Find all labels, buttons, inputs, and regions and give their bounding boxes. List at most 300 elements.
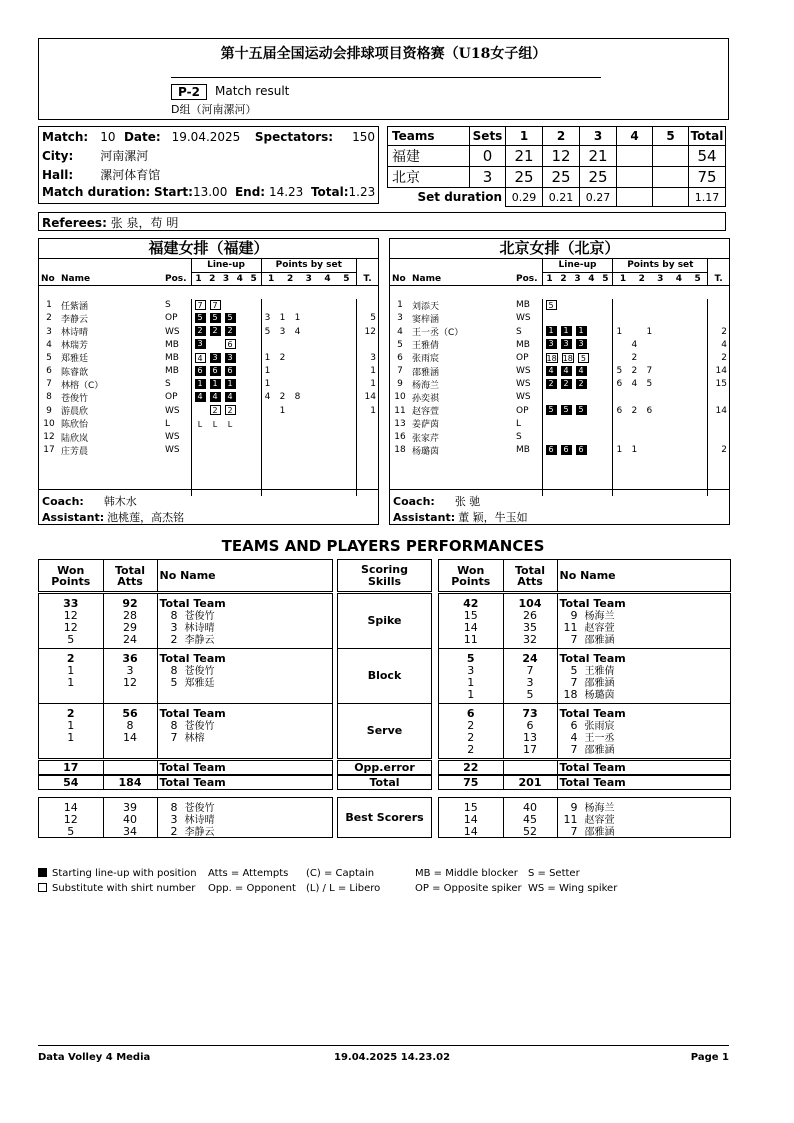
lineup-cell: 4 (561, 366, 572, 376)
player-column (557, 798, 730, 838)
player-name: 王一丞（C） (412, 328, 464, 339)
team-a-sets: 0 (470, 146, 506, 167)
lineup-cell: 4 (195, 353, 206, 363)
lineup-cell (225, 445, 236, 455)
set2-duration: 0.21 (543, 188, 580, 207)
performance-player-name: 苍俊竹 (184, 611, 215, 622)
set4-header: 4 (617, 127, 653, 146)
assistant-names: 池桃莲，高杰铭 (107, 511, 185, 524)
won-points: 1 (467, 676, 475, 689)
skill-name: Best Scorers (345, 811, 424, 824)
column-header: 1 (191, 272, 205, 285)
won-points-column (439, 798, 503, 838)
assistant-names: 董 颖，牛玉如 (458, 511, 528, 524)
roster-body (390, 285, 729, 496)
player-number: 5 (46, 352, 52, 363)
lineup-cell: L (227, 419, 233, 429)
team-b-block-box (438, 648, 731, 704)
player-points (613, 378, 708, 391)
won-points: 17 (39, 761, 103, 774)
skill-name: Block (367, 669, 402, 682)
player-total: 2 (721, 326, 727, 337)
won-points: 12 (63, 813, 78, 826)
won-points-header: Won Points (39, 560, 103, 591)
performance-player-name: 林榕 (184, 733, 205, 744)
lineup-cell (546, 432, 557, 442)
won-points-column (439, 594, 503, 648)
coach-row (42, 493, 137, 509)
performance-player (160, 732, 331, 744)
performance-player (560, 677, 729, 689)
lineup-cell: 2 (576, 379, 587, 389)
player-name: 游晨欣 (61, 407, 89, 418)
set-points: 5 (616, 366, 623, 377)
coach-divider (39, 489, 378, 490)
player-total (708, 417, 729, 430)
team-a-block-box (38, 648, 333, 704)
player-number: 8 (46, 392, 52, 403)
won-points: 2 (66, 652, 75, 665)
total-atts-column (103, 704, 157, 758)
total-atts: 184 (103, 776, 157, 789)
player-number: 16 (394, 432, 406, 443)
lineup-cell: 4 (210, 392, 221, 402)
player-lineup (542, 299, 613, 312)
coach-label: Coach: (393, 495, 435, 508)
player-position: OP (163, 391, 191, 404)
total-atts (503, 761, 557, 774)
match-info-panel (38, 126, 379, 204)
hall-label: Hall: (42, 167, 74, 182)
footer-timestamp: 19.04.2025 14.23.02 (334, 1052, 451, 1063)
player-row (39, 404, 378, 417)
team-b-set1: 25 (506, 167, 543, 188)
player-lineup (542, 312, 613, 325)
player-lineup (191, 430, 261, 443)
referees-row (38, 212, 726, 231)
set3-duration: 0.27 (580, 188, 617, 207)
performance-player (560, 598, 729, 610)
column-header: Name (59, 272, 163, 285)
lineup-cell (210, 339, 221, 349)
shirt-number: 2 (170, 825, 178, 838)
performance-player (560, 653, 729, 665)
teams-header: Teams (388, 127, 470, 146)
player-name: 赵容萱 (412, 407, 440, 418)
set-points: 4 (631, 339, 638, 350)
team-b-best-scorers (438, 797, 731, 838)
player-name: 郑雅廷 (61, 354, 89, 365)
total-atts: 39 (123, 801, 137, 814)
lineup-cell: 6 (225, 339, 236, 349)
total-atts: 7 (526, 664, 534, 677)
player-total: 2 (721, 352, 727, 363)
lineup-cell: 5 (225, 313, 236, 323)
player-number: 10 (43, 418, 55, 429)
lineup-cell: 7 (210, 300, 221, 310)
shirt-number: 6 (570, 719, 578, 732)
lineup-cell: 6 (210, 366, 221, 376)
roster-header (390, 259, 729, 285)
lineup-cell (546, 392, 557, 402)
player-row (39, 299, 378, 312)
assistant-label: Assistant: (393, 511, 456, 524)
player-name: 任紫涵 (61, 301, 89, 312)
lineup-cell: 5 (546, 300, 557, 310)
team-b-opp-error-row (438, 760, 731, 775)
column-header: 3 (219, 272, 233, 285)
performance-player-name: 林诗晴 (184, 815, 215, 826)
player-name: 孙奕祺 (412, 393, 440, 404)
player-total: 1 (370, 366, 376, 377)
player-points (613, 430, 708, 443)
player-number: 4 (46, 339, 52, 350)
city-value: 河南漯河 (100, 149, 149, 163)
set-points: 2 (631, 405, 638, 416)
shirt-number: 9 (570, 801, 578, 814)
lineup-cell: 5 (546, 405, 557, 415)
player-row (390, 351, 729, 364)
player-name: 张家芹 (412, 433, 440, 444)
performance-side-table (39, 594, 332, 648)
lineup-cell: 3 (195, 339, 206, 349)
lineup-cell (195, 445, 206, 455)
player-position: MB (514, 338, 542, 351)
performance-player-name: 李静云 (184, 827, 215, 838)
lineup-cell: 1 (195, 379, 206, 389)
row-label: Total Team (559, 776, 626, 789)
lineup-cell (561, 432, 572, 442)
won-points: 14 (463, 621, 478, 634)
player-points (613, 444, 708, 457)
skill-name: Spike (367, 614, 402, 627)
won-points: 6 (466, 707, 475, 720)
lineup-cell: 2 (225, 326, 236, 336)
legend-opp: Opp. = Opponent (208, 883, 296, 894)
legend-op: OP = Opposite spiker (415, 883, 522, 894)
player-total (357, 444, 378, 457)
player-column (557, 649, 730, 703)
lineup-cell: 4 (546, 366, 557, 376)
player-row (390, 312, 729, 325)
shirt-number: 8 (170, 719, 178, 732)
column-header: 2 (557, 272, 571, 285)
set-duration-label: Set duration (388, 188, 506, 207)
player-column (157, 798, 332, 838)
lineup-label: Line-up (191, 259, 261, 272)
roster-table (390, 259, 729, 496)
set-points: 1 (279, 405, 286, 416)
performance-player (160, 598, 331, 610)
player-row (390, 365, 729, 378)
date-label: Date: (123, 129, 161, 144)
lineup-cell: 4 (225, 392, 236, 402)
team-a-opp-error-row (38, 760, 333, 775)
performance-player (560, 720, 729, 732)
performance-player (560, 634, 729, 646)
won-points-header: Won Points (439, 560, 503, 591)
performance-player (560, 622, 729, 634)
match-number: 10 (100, 129, 116, 144)
team-a-spike-box (38, 593, 333, 649)
player-name: 刘添天 (412, 301, 440, 312)
performance-player-name: 苍俊竹 (184, 721, 215, 732)
performance-player (160, 610, 331, 622)
total-atts-column (103, 649, 157, 703)
player-number: 3 (46, 326, 52, 337)
lineup-cell: 18 (562, 353, 573, 363)
total-atts: 3 (126, 664, 134, 677)
performance-player (560, 689, 729, 701)
lineup-cell: 5 (576, 405, 587, 415)
set-points: 4 (264, 392, 271, 403)
column-header: 4 (318, 272, 337, 285)
performance-side-table (439, 704, 730, 758)
legend-mb: MB = Middle blocker (415, 868, 518, 879)
hall-value: 漯河体育馆 (100, 168, 161, 182)
legend-s: S = Setter (528, 868, 580, 879)
column-header: 1 (542, 272, 557, 285)
total-duration: 1.17 (689, 188, 726, 207)
header-divider (171, 77, 601, 78)
total-atts: 26 (523, 609, 537, 622)
team-a-total-row (38, 775, 333, 790)
performance-player-name: Total Team (559, 652, 626, 665)
legend-libero: (L) / L = Libero (306, 883, 381, 894)
roster-body (39, 285, 378, 496)
total-atts: 52 (523, 825, 537, 838)
set-points: 2 (631, 366, 638, 377)
player-name: 林榕（C） (61, 380, 104, 391)
set-points: 6 (646, 405, 653, 416)
start-label: Start: (154, 185, 193, 199)
player-name: 陆欣岚 (61, 433, 89, 444)
lineup-cell (576, 313, 587, 323)
lineup-cell (210, 432, 221, 442)
set5-header: 5 (653, 127, 689, 146)
legend-starting (38, 868, 197, 879)
score-row-team-a (388, 146, 726, 167)
points-by-set-label: Points by set (261, 259, 356, 272)
footer (38, 1045, 729, 1063)
lineup-cell: 3 (546, 339, 557, 349)
performance-player-name: 杨海兰 (584, 803, 615, 814)
legend-captain: (C) = Captain (306, 868, 375, 879)
performance-player-name: Total Team (559, 707, 626, 720)
player-lineup (191, 365, 261, 378)
player-name: 杨璐茵 (412, 446, 440, 457)
won-points: 5 (466, 652, 475, 665)
set-points: 1 (631, 445, 638, 456)
total-atts: 56 (122, 707, 138, 720)
row-label: Total Team (559, 761, 626, 774)
player-position: MB (514, 444, 542, 457)
lineup-cell (576, 300, 587, 310)
lineup-cell (546, 313, 557, 323)
column-header: No (390, 272, 410, 285)
performance-player (160, 653, 331, 665)
performance-player (160, 802, 331, 814)
shirt-number: 7 (570, 676, 578, 689)
won-points: 42 (463, 597, 479, 610)
set2-header: 2 (543, 127, 580, 146)
performance-player (160, 634, 331, 646)
match-date: 19.04.2025 (171, 129, 241, 144)
total-atts: 6 (526, 719, 534, 732)
set1-header: 1 (506, 127, 543, 146)
player-name: 庄芳晨 (61, 446, 89, 457)
skill-opp-error-row (337, 760, 432, 775)
shirt-number: 4 (570, 731, 578, 744)
total-atts: 73 (522, 707, 538, 720)
player-name: 林诗晴 (61, 328, 89, 339)
column-header: No (39, 272, 59, 285)
coach-name: 张 驰 (454, 495, 481, 508)
player-total (357, 417, 378, 430)
column-header: Pos. (163, 272, 191, 285)
match-duration-row (42, 185, 375, 199)
set-points: 2 (631, 352, 638, 363)
shirt-number: 8 (170, 664, 178, 677)
player-points (261, 351, 356, 364)
total-atts: 35 (523, 621, 537, 634)
won-points: 33 (63, 597, 79, 610)
player-total: 2 (721, 445, 727, 456)
player-row (390, 299, 729, 312)
team-a-set5 (653, 146, 689, 167)
lineup-cell: 1 (546, 326, 557, 336)
player-total (708, 312, 729, 325)
player-points (261, 417, 356, 430)
lineup-cell: 2 (225, 405, 236, 415)
player-row (39, 417, 378, 430)
player-row (39, 365, 378, 378)
skill-name: Total (369, 776, 400, 789)
player-lineup (542, 417, 613, 430)
performance-side-table (39, 798, 332, 838)
player-position: S (514, 325, 542, 338)
lineup-cell: 5 (578, 353, 589, 363)
total-atts: 13 (523, 731, 537, 744)
player-total: 14 (715, 405, 727, 416)
performance-player (160, 622, 331, 634)
performance-player (160, 708, 331, 720)
set4-duration (617, 188, 653, 207)
column-header: 2 (281, 272, 300, 285)
player-total: 14 (364, 392, 376, 403)
team-b-sets: 3 (470, 167, 506, 188)
won-points-column (39, 798, 103, 838)
total-atts: 3 (526, 676, 534, 689)
end-label: End: (234, 185, 266, 199)
lineup-cell: 6 (546, 445, 557, 455)
column-header: 5 (598, 272, 613, 285)
end-value: 14.23 (268, 185, 304, 199)
player-position: S (514, 430, 542, 443)
player-points (613, 338, 708, 351)
player-lineup (542, 378, 613, 391)
set-points: 1 (264, 379, 271, 390)
team-a-name: 福建女排（福建） (39, 239, 378, 259)
won-points: 1 (67, 676, 75, 689)
player-total (708, 391, 729, 404)
player-total: 4 (721, 339, 727, 350)
lineup-cell (195, 405, 206, 415)
shirt-number: 7 (570, 633, 578, 646)
player-position: WS (514, 391, 542, 404)
player-position: WS (163, 325, 191, 338)
team-b-name: 北京女排（北京） (390, 239, 729, 259)
total-atts: 8 (126, 719, 134, 732)
won-points-column (439, 704, 503, 758)
lineup-cell: 1 (576, 326, 587, 336)
player-points (261, 325, 356, 338)
score-row-team-b (388, 167, 726, 188)
player-number: 17 (43, 445, 55, 456)
player-lineup (542, 391, 613, 404)
column-header: 2 (205, 272, 219, 285)
player-points (613, 417, 708, 430)
set-points: 1 (279, 313, 286, 324)
row-label: Total Team (159, 761, 226, 774)
duration-label: Match duration: (42, 185, 151, 199)
performance-player-name: Total Team (559, 597, 626, 610)
lineup-cell (561, 313, 572, 323)
set-points: 5 (264, 326, 271, 337)
total-atts-column (503, 704, 557, 758)
performance-player (560, 814, 729, 826)
lineup-cell: 2 (561, 379, 572, 389)
team-b-short: 北京 (388, 167, 470, 188)
player-name: 陈欣怡 (61, 420, 89, 431)
player-name: 杨海兰 (412, 380, 440, 391)
lineup-cell: 3 (576, 339, 587, 349)
player-name: 张雨宸 (412, 354, 440, 365)
legend-ws: WS = Wing spiker (528, 883, 618, 894)
document-header (38, 38, 729, 120)
won-points: 15 (463, 801, 478, 814)
player-lineup (191, 351, 261, 364)
team-a-set3: 21 (580, 146, 617, 167)
total-atts: 14 (123, 731, 137, 744)
roster-group-header (390, 259, 729, 272)
total-atts: 32 (523, 633, 537, 646)
won-points: 12 (63, 621, 78, 634)
team-b-set4 (617, 167, 653, 188)
points-by-set-label: Points by set (613, 259, 708, 272)
shirt-number: 8 (170, 609, 178, 622)
performance-player (560, 732, 729, 744)
player-column (157, 594, 332, 648)
player-points (261, 378, 356, 391)
won-points: 11 (463, 633, 478, 646)
roster-header (39, 259, 378, 285)
player-lineup (542, 430, 613, 443)
footer-software: Data Volley 4 Media (38, 1052, 151, 1063)
performance-side-table (39, 704, 332, 758)
player-position: WS (514, 365, 542, 378)
total-atts (103, 761, 157, 774)
player-position: S (163, 378, 191, 391)
lineup-cell: 1 (210, 379, 221, 389)
team-b-set2: 25 (543, 167, 580, 188)
player-lineup (542, 351, 613, 364)
column-header: 3 (571, 272, 585, 285)
player-lineup (191, 417, 261, 430)
player-row (39, 312, 378, 325)
won-points-column (39, 649, 103, 703)
lineup-cell: 6 (195, 366, 206, 376)
